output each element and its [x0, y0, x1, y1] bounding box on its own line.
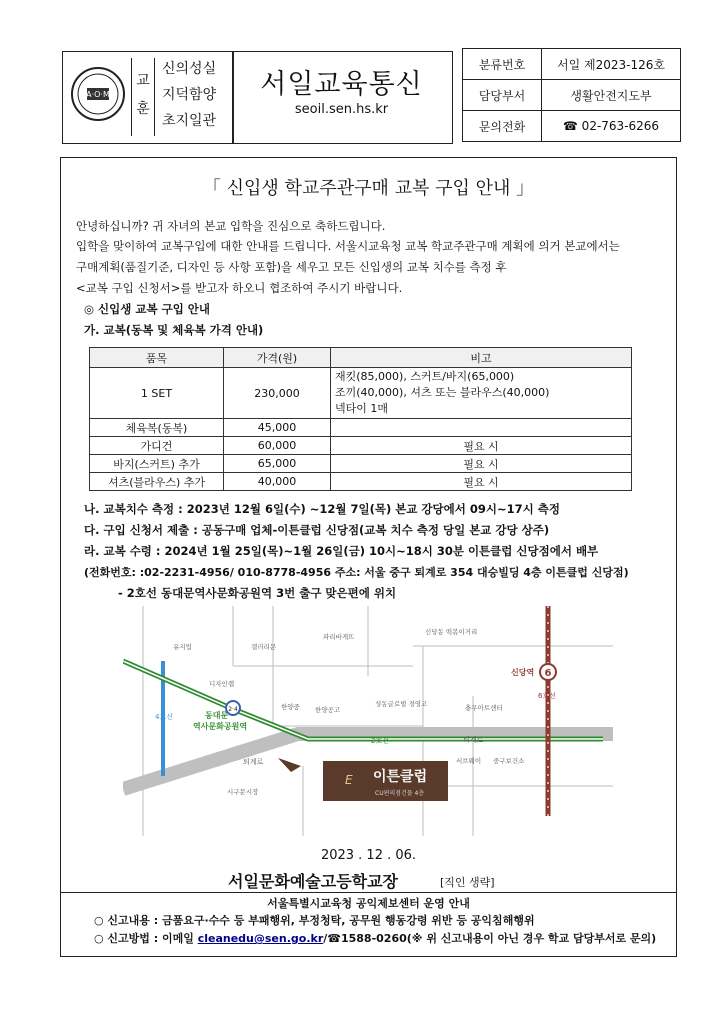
store-pointer [278, 758, 301, 772]
item-application: 다. 구입 신청서 제출 : 공동구매 업체-이튼클럽 신당점(교복 치수 측정 당일 본교 강당 상주) [84, 523, 550, 537]
meta-value: 서일 제2023-126호 [542, 49, 681, 80]
footer-divider [60, 892, 677, 893]
col-header-price: 가격(원) [224, 348, 331, 368]
website-link[interactable]: seoil.sen.hs.kr [294, 102, 389, 117]
motto-lines [162, 56, 216, 134]
cell-note [331, 419, 632, 437]
signature: 서일문화예술고등학교장 [228, 872, 399, 891]
cell-price: 40,000 [224, 473, 331, 491]
svg-text:A·O·M: A·O·M [86, 90, 110, 99]
item-pickup: 라. 교복 수령 : 2024년 1월 25일(목)~1월 26일(금) 10시~18시 30분 이튼클럽 신당점에서 배부 [84, 544, 599, 558]
store-sub: CU편의점건물 4층 [375, 790, 425, 797]
motto-label-1: 교 [136, 73, 150, 89]
place-label: 한양중 [281, 703, 300, 711]
place-label: 중구보건소 [493, 757, 525, 765]
table-row [90, 419, 632, 437]
place-label: 서브웨이 [456, 757, 482, 765]
cell-price: 60,000 [224, 437, 331, 455]
station-ddp-label: 역사문화공원역 [193, 722, 248, 731]
road-label: 퇴계로 [463, 736, 484, 744]
note-line: 재킷(85,000), 스커트/바지(65,000) [335, 370, 515, 383]
table-row [90, 473, 632, 491]
motto-line: 지덕함양 [162, 87, 217, 103]
item-measure: 나. 교복치수 측정 : 2023년 12월 6일(수) ~12월 7일(목) 본교 강당에서 09시~17시 측정 [84, 502, 560, 516]
note-line: 넥타이 1매 [335, 402, 388, 415]
table-row [90, 368, 632, 419]
motto-line: 초지일관 [162, 113, 217, 129]
intro-line: <교복 구입 신청서>를 받고자 하오니 협조하여 주시기 바랍니다. [76, 281, 403, 295]
place-label: 유지업 [173, 643, 192, 651]
footer-report-content: ○ 신고내용 : 금품요구·수수 등 부패행위, 부정청탁, 공무원 행동강령 위반 등 공익침해행위 [94, 914, 535, 927]
line4-label: 4호선 [155, 713, 173, 721]
place-label: 파리바게뜨 [323, 633, 355, 641]
map-streets [143, 606, 613, 836]
station-sindang-label: 신당역 [511, 668, 535, 677]
table-row [90, 437, 632, 455]
price-table [89, 347, 632, 491]
store-name: 이튼클럽 [373, 769, 428, 785]
intro-line: 안녕하십니까? 귀 자녀의 본교 입학을 진심으로 축하드립니다. [76, 219, 386, 233]
line6-label: 6호선 [538, 692, 556, 700]
motto-line: 신의성실 [162, 61, 217, 77]
directions-text: - 2호선 동대문역사문화공원역 3번 출구 맞은편에 위치 [118, 586, 397, 600]
newsletter-title: 서일교육통신 [260, 69, 423, 100]
place-label: 시구문시장 [227, 788, 259, 796]
report-method-prefix: ○ 신고방법 : 이메일 [94, 932, 198, 945]
meta-label: 분류번호 [463, 49, 542, 80]
col-header-note: 비고 [331, 348, 632, 368]
notice-date: 2023 . 12 . 06. [320, 848, 417, 863]
place-label: 한양공고 [315, 706, 341, 714]
cell-price: 65,000 [224, 455, 331, 473]
cell-price: 230,000 [224, 368, 331, 419]
place-label: 갤러리문 [251, 643, 277, 651]
cell-item: 체육복(동복) [90, 419, 224, 437]
cell-note: 필요 시 [331, 473, 632, 491]
section-heading: ◎ 신입생 교복 구입 안내 [84, 302, 211, 316]
school-emblem [70, 66, 126, 122]
place-label: 신당동 떡볶이거리 [425, 628, 478, 636]
notice-title: 「 신입생 학교주관구매 교복 구입 안내 」 [202, 178, 535, 199]
sub-heading-a: 가. 교복(동복 및 체육복 가격 안내) [84, 323, 264, 337]
report-method-suffix: /☎1588-0260(※ 위 신고내용이 아닌 경우 학교 담당부서로 문의) [323, 932, 657, 945]
report-email-link[interactable]: cleanedu@sen.go.kr [197, 932, 324, 945]
cell-item: 가디건 [90, 437, 224, 455]
road-label: 퇴계로 [243, 758, 264, 766]
motto-label-2: 훈 [136, 101, 150, 117]
place-label: 충무아트센터 [465, 704, 503, 712]
place-label: 디자인랩 [209, 680, 235, 688]
meta-label: 문의전화 [463, 111, 542, 142]
cell-note [331, 368, 632, 419]
cell-item: 셔츠(블라우스) 추가 [90, 473, 224, 491]
col-header-item: 품목 [90, 348, 224, 368]
cell-note: 필요 시 [331, 437, 632, 455]
meta-value: ☎ 02-763-6266 [542, 111, 681, 142]
intro-line: 구매계획(품질기준, 디자인 등 사항 포함)을 세우고 모든 신입생의 교복 치수를 측정 후 [76, 260, 507, 274]
station-sindang-num: 6 [544, 668, 552, 679]
table-row [90, 455, 632, 473]
store-logo: E [345, 773, 353, 787]
location-map [123, 606, 613, 841]
line2-label: 2호선 [371, 737, 389, 745]
cell-item: 1 SET [90, 368, 224, 419]
signature-note: [직인 생략] [440, 876, 495, 889]
cell-item: 바지(스커트) 추가 [90, 455, 224, 473]
motto-label-cell [131, 58, 155, 136]
footer-report-method [94, 930, 656, 946]
station-ddp-num: 2·4 [228, 706, 238, 713]
document-meta-table [462, 48, 681, 142]
place-label: 성동글로벌 경영고 [375, 700, 428, 708]
cell-price: 45,000 [224, 419, 331, 437]
cell-note: 필요 시 [331, 455, 632, 473]
note-line: 조끼(40,000), 셔츠 또는 블라우스(40,000) [335, 386, 550, 399]
station-ddp-label: 동대문 [205, 711, 229, 720]
intro-line: 입학을 맞이하여 교복구입에 대한 안내를 드립니다. 서울시교육청 교복 학교주관구매 계획에 의거 본교에서는 [76, 239, 620, 253]
meta-label: 담당부서 [463, 80, 542, 111]
footer-title: 서울특별시교육청 공익제보센터 운영 안내 [267, 897, 470, 910]
meta-value: 생활안전지도부 [542, 80, 681, 111]
item-contact: (전화번호: :02-2231-4956/ 010-8778-4956 주소: 서울 중구 퇴계로 354 대승빌딩 4층 이튼클럽 신당점) [84, 566, 629, 579]
